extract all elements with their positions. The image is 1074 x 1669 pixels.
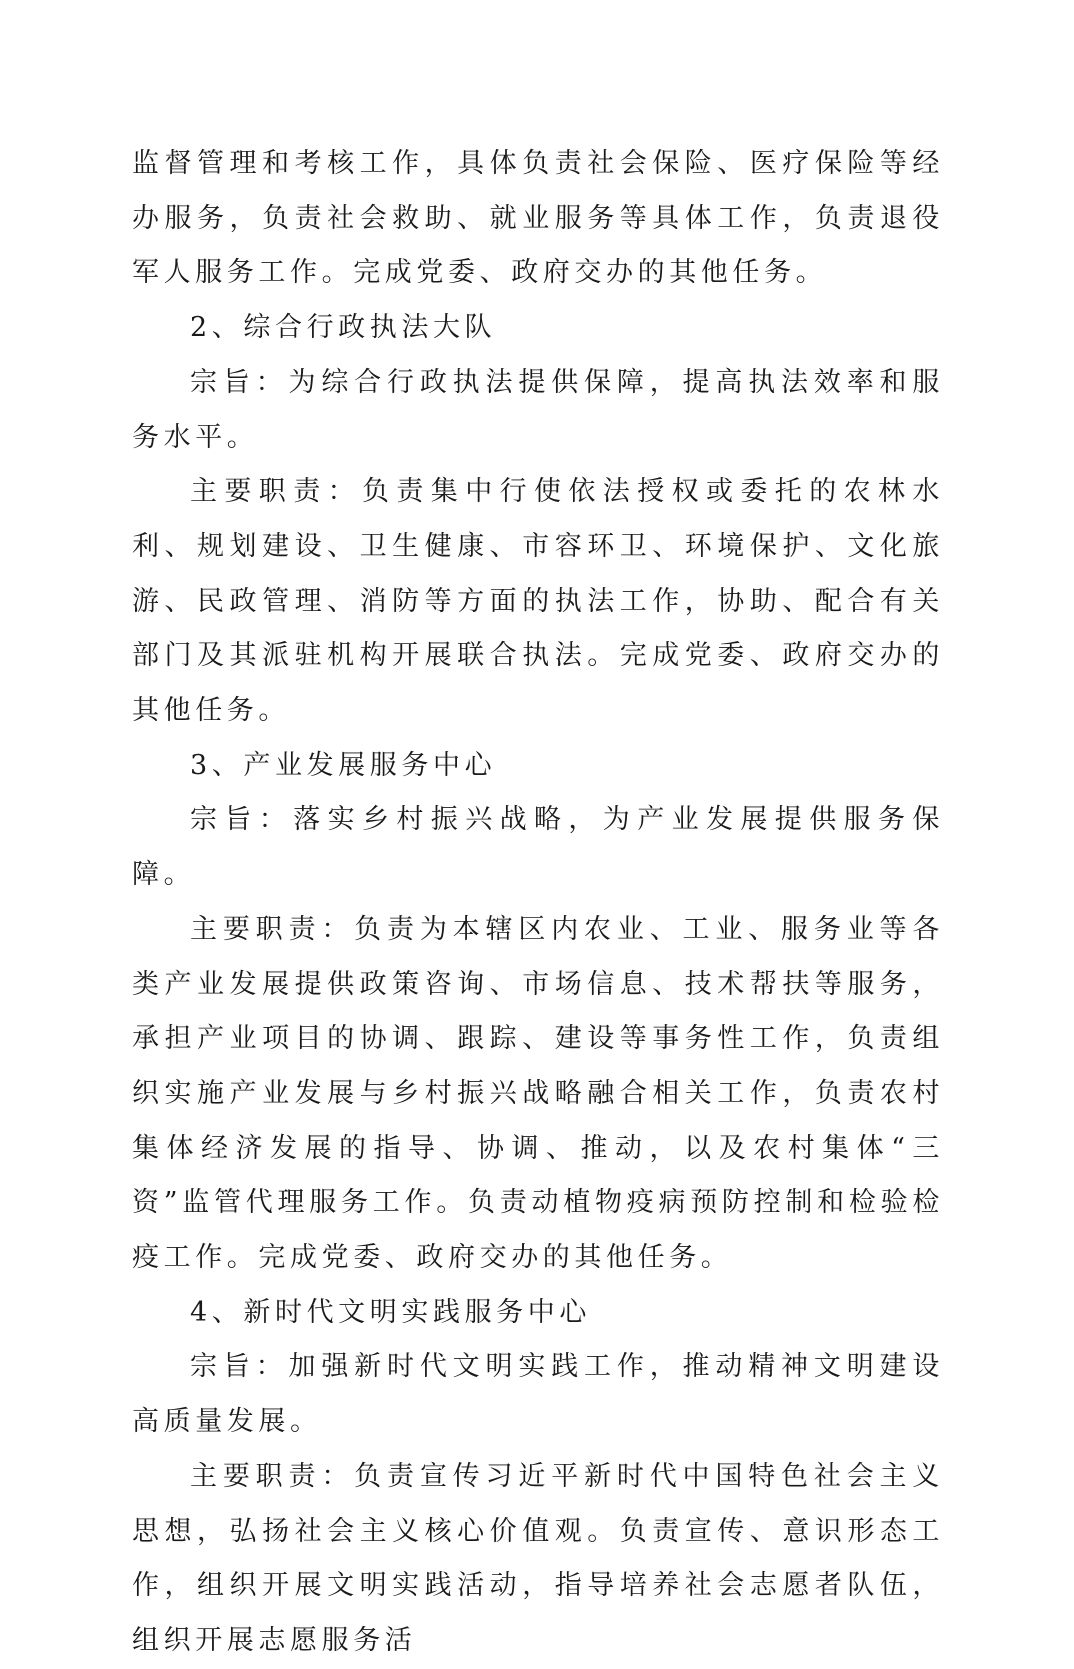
paragraph-continued-duties: 监督管理和考核工作，具体负责社会保险、医疗保险等经办服务，负责社会救助、就业服务等具体工作，负责退役军人服务工作。完成党委、政府交办的其他任务。 <box>132 148 944 289</box>
paragraph-law-enforcement-purpose: 宗旨：为综合行政执法提供保障，提高执法效率和服务水平。 <box>132 366 944 453</box>
heading-law-enforcement-brigade: 2、综合行政执法大队 <box>190 312 497 344</box>
paragraph-civilization-duties: 主要职责：负责宣传习近平新时代中国特色社会主义思想，弘扬社会主义核心价值观。负责宣传、意识形态工作，组织开展文明实践活动，指导培养社会志愿者队伍，组织开展志愿服务活 <box>132 1460 944 1656</box>
heading-industry-development-center: 3、产业发展服务中心 <box>190 749 497 781</box>
paragraph-industry-purpose: 宗旨：落实乡村振兴战略，为产业发展提供服务保障。 <box>132 804 944 891</box>
paragraph-industry-duties: 主要职责：负责为本辖区内农业、工业、服务业等各类产业发展提供政策咨询、市场信息、技术帮扶等服务，承担产业项目的协调、跟踪、建设等事务性工作，负责组织实施产业发展与乡村振兴战略融合相关工作，负责农村集体经济发展的指导、协调、推动，以及农村集体“三资”监管代理服务工作。负责动植物疫病预防控制和检验检疫工作。完成党委、政府交办的其他任务。 <box>132 913 944 1274</box>
document-page <box>132 137 944 1669</box>
paragraph-law-enforcement-duties: 主要职责：负责集中行使依法授权或委托的农林水利、规划建设、卫生健康、市容环卫、环境保护、文化旅游、民政管理、消防等方面的执法工作，协助、配合有关部门及其派驻机构开展联合执法。完成党委、政府交办的其他任务。 <box>132 476 944 727</box>
paragraph-civilization-purpose: 宗旨：加强新时代文明实践工作，推动精神文明建设高质量发展。 <box>132 1351 944 1438</box>
heading-civilization-practice-center: 4、新时代文明实践服务中心 <box>190 1296 591 1328</box>
